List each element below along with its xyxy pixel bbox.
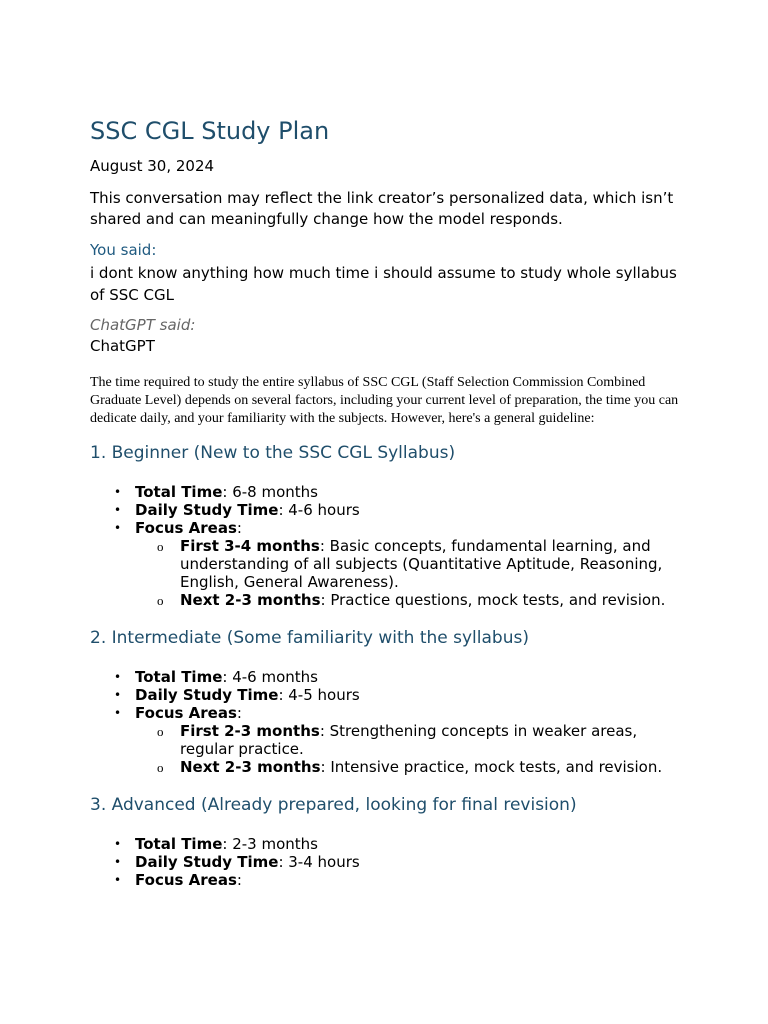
list-item-total-time — [90, 835, 680, 853]
bullet-disc-icon: • — [114, 670, 122, 684]
sub-item-label: Next 2-3 months — [180, 758, 321, 776]
item-value: : 4-6 months — [222, 668, 318, 686]
sub-item-label: Next 2-3 months — [180, 591, 321, 609]
page-title: SSC CGL Study Plan — [90, 117, 330, 145]
section-heading-intermediate: 2. Intermediate (Some familiarity with the syllabus) — [90, 628, 529, 648]
sub-item-text: : Basic concepts, fundamental learning, and understanding of all subjects (Quantitative Aptitude, Reasoning, English, General Awareness). — [180, 537, 663, 591]
section-list-advanced — [90, 835, 680, 889]
bullet-disc-icon: • — [114, 837, 122, 851]
bullet-disc-icon: • — [114, 521, 122, 535]
focus-sublist — [135, 537, 680, 609]
bullet-disc-icon: • — [114, 688, 122, 702]
list-item-focus-areas — [90, 519, 680, 609]
item-label: Daily Study Time — [135, 853, 279, 871]
list-item-daily-study-time — [90, 686, 680, 704]
focus-sublist — [135, 722, 680, 776]
sublist-item — [135, 722, 680, 758]
item-label: Daily Study Time — [135, 501, 279, 519]
section-list-intermediate — [90, 668, 680, 776]
user-speaker-label: You said: — [90, 241, 157, 259]
item-label: Total Time — [135, 668, 223, 686]
sub-item-text: : Intensive practice, mock tests, and revision. — [320, 758, 663, 776]
list-item-total-time — [90, 483, 680, 501]
item-label: Focus Areas — [135, 519, 237, 537]
sub-item-text: : Strengthening concepts in weaker areas, regular practice. — [180, 722, 638, 758]
bullet-circle-icon: o — [157, 539, 164, 554]
list-item-focus-areas — [90, 871, 680, 889]
item-value: : — [236, 871, 242, 889]
sub-item-label: First 3-4 months — [180, 537, 320, 555]
item-value: : 2-3 months — [222, 835, 318, 853]
document-date: August 30, 2024 — [90, 157, 215, 175]
list-item-focus-areas — [90, 704, 680, 776]
list-item-daily-study-time — [90, 501, 680, 519]
item-label: Daily Study Time — [135, 686, 279, 704]
item-value: : 3-4 hours — [278, 853, 360, 871]
item-value: : — [236, 519, 242, 537]
assistant-intro-paragraph: The time required to study the entire syllabus of SSC CGL (Staff Selection Commission Combined Graduate Level) depends on several factors, including your current level of preparation, the time you can dedicate daily, and your familiarity with the subjects. However, here's a general guideline: — [90, 375, 679, 426]
bullet-disc-icon: • — [114, 485, 122, 499]
bullet-disc-icon: • — [114, 873, 122, 887]
item-label: Focus Areas — [135, 704, 237, 722]
bullet-disc-icon: • — [114, 706, 122, 720]
list-item-daily-study-time — [90, 853, 680, 871]
sub-item-label: First 2-3 months — [180, 722, 320, 740]
bullet-circle-icon: o — [157, 760, 164, 775]
personalization-notice: This conversation may reflect the link creator’s personalized data, which isn’t shared and can meaningfully change how the model responds. — [90, 189, 674, 228]
section-heading-advanced: 3. Advanced (Already prepared, looking for final revision) — [90, 795, 577, 815]
item-value: : 6-8 months — [222, 483, 318, 501]
section-heading-beginner: 1. Beginner (New to the SSC CGL Syllabus) — [90, 443, 456, 463]
sublist-item — [135, 591, 680, 609]
sub-item-text: : Practice questions, mock tests, and revision. — [320, 591, 666, 609]
assistant-speaker-label: ChatGPT said: — [90, 316, 196, 334]
item-value: : 4-6 hours — [278, 501, 360, 519]
item-label: Focus Areas — [135, 871, 237, 889]
assistant-name: ChatGPT — [90, 337, 155, 355]
item-value: : — [236, 704, 242, 722]
bullet-circle-icon: o — [157, 593, 164, 608]
bullet-disc-icon: • — [114, 855, 122, 869]
sublist-item — [135, 537, 680, 591]
item-label: Total Time — [135, 835, 223, 853]
bullet-circle-icon: o — [157, 724, 164, 739]
user-message: i dont know anything how much time i should assume to study whole syllabus of SSC CGL — [90, 264, 677, 304]
sublist-item — [135, 758, 680, 776]
item-label: Total Time — [135, 483, 223, 501]
item-value: : 4-5 hours — [278, 686, 360, 704]
bullet-disc-icon: • — [114, 503, 122, 517]
list-item-total-time — [90, 668, 680, 686]
section-list-beginner — [90, 483, 680, 609]
